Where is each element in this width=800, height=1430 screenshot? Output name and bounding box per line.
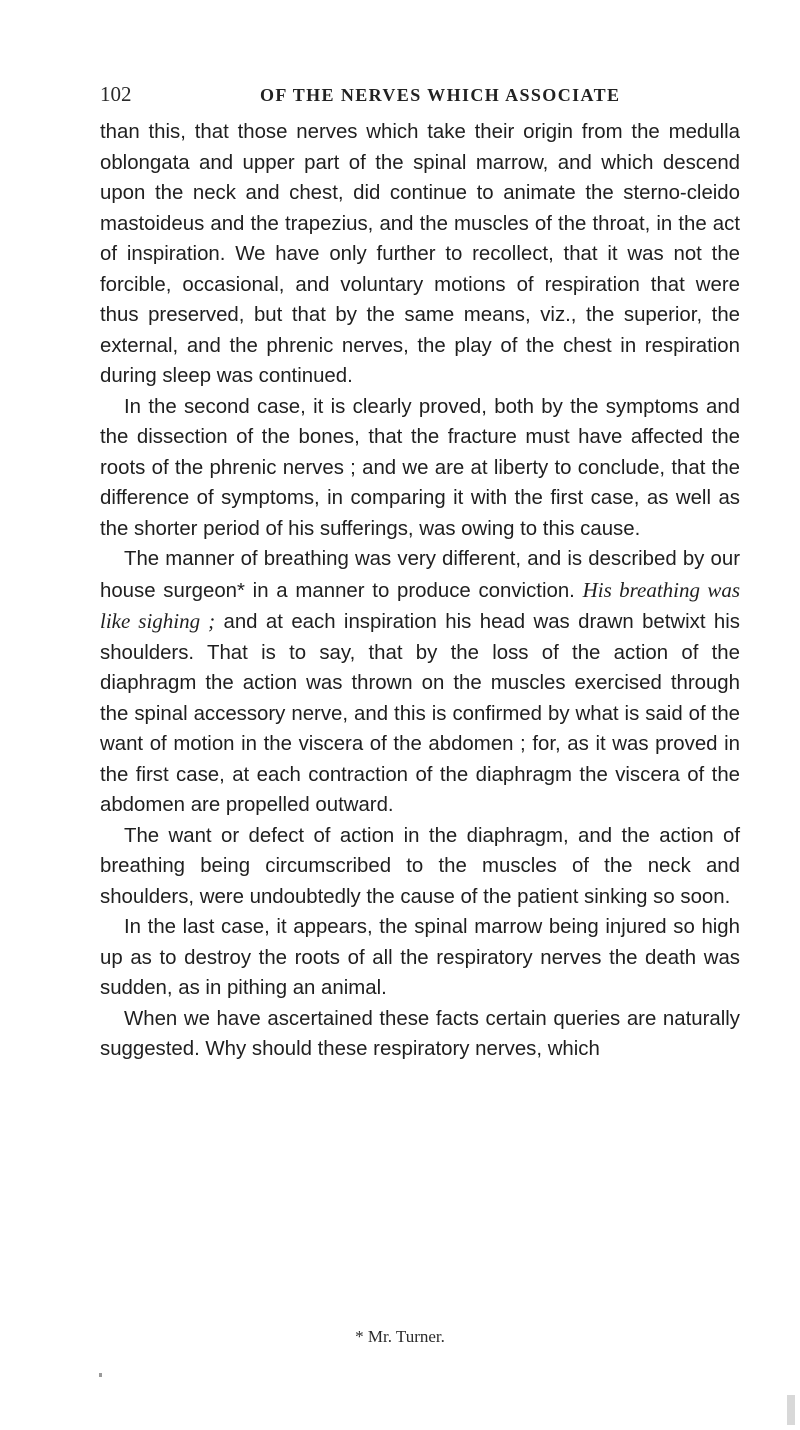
body-text <box>100 117 740 1065</box>
paragraph-2 <box>100 392 740 545</box>
paragraph-text: When we have ascertained these facts certain queries are naturally suggested. Why should these respiratory nerves, which <box>100 1007 740 1060</box>
italic-quote: His breathing was like sighing ; <box>100 577 741 633</box>
paragraph-text: In the last case, it appears, the spinal marrow being injured so high up as to destroy the roots of all the respiratory nerves the death was sudden, as in pithing an animal. <box>100 916 740 999</box>
paragraph-6 <box>100 1004 740 1065</box>
paragraph-4 <box>100 821 740 913</box>
paragraph-text: In the second case, it is clearly proved, both by the symptoms and the dissection of the bones, that the fracture must have affected the roots of the phrenic nerves ; and we are at liberty to conclude, that the difference of symptoms, in comparing it with the first case, as well as the shorter period of his sufferings, was owing to this cause. <box>100 395 740 540</box>
page-number: 102 <box>100 82 132 106</box>
paragraph-3 <box>100 544 740 821</box>
page-header <box>100 80 740 110</box>
paragraph-text: than this, that those nerves which take their origin from the medulla oblongata and upper part of the spinal marrow, and which descend upon the neck and chest, did continue to animate the sterno-cleido mastoideus and the trapezius, and the muscles of the throat, in the act of inspiration. We have only further to recollect, that it was not the forcible, occasional, and voluntary motions of respiration that were thus preserved, but that by the same means, viz., the superior, the external, and the phrenic nerves, the play of the chest in respiration during sleep was continued. <box>100 121 740 387</box>
paragraph-text: and at each inspiration his head was drawn betwixt his shoulders. That is to say, that by the loss of the action of the diaphragm the action was thrown on the muscles exercised through the spinal accessory nerve, and this is confirmed by what is said of the want of motion in the viscera of the abdomen ; for, as it was proved in the first case, at each contraction of the diaphragm the viscera of the abdomen are propelled outward. <box>100 611 740 816</box>
paragraph-text: The want or defect of action in the diaphragm, and the action of breathing being circumscribed to the muscles of the neck and shoulders, were undoubtedly the cause of the patient sinking so soon. <box>100 824 740 908</box>
running-title: OF THE NERVES WHICH ASSOCIATE <box>260 85 621 105</box>
paragraph-1 <box>100 117 740 392</box>
scan-edge-mark <box>787 1395 795 1425</box>
paragraph-5 <box>100 912 740 1004</box>
scan-speck <box>99 1373 102 1377</box>
footnote: * Mr. Turner. <box>355 1327 445 1346</box>
paragraph-text: The manner of breathing was very different, and is described by our house surgeon* in a manner to produce conviction. <box>100 548 740 602</box>
